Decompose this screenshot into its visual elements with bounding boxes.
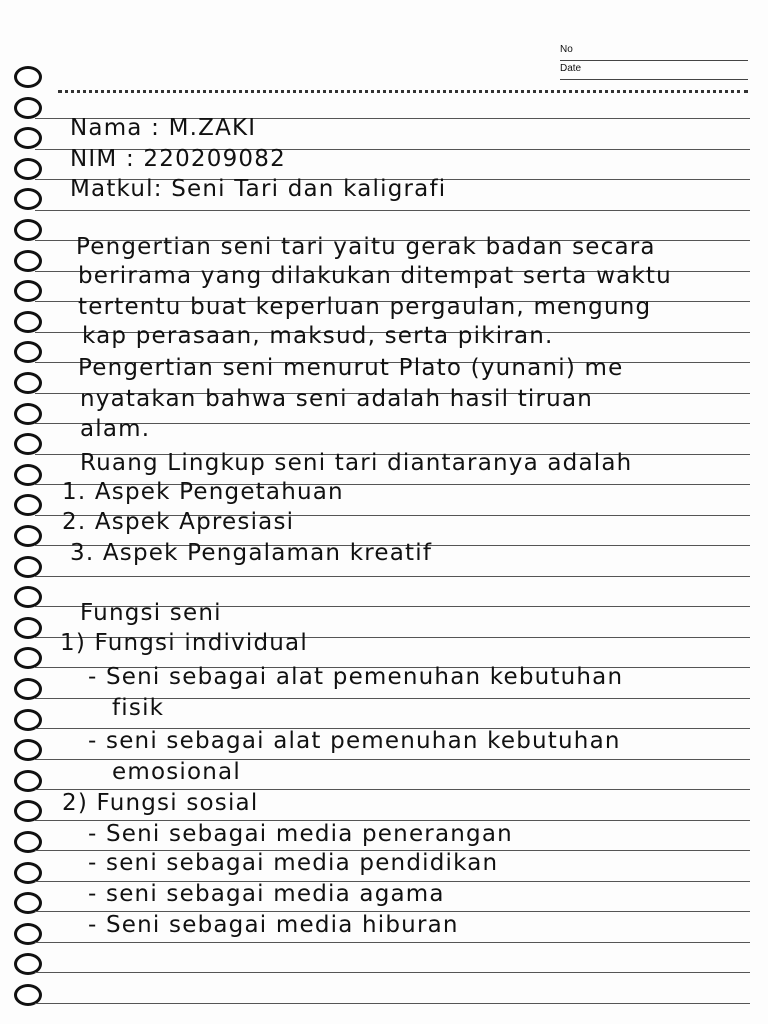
list-item-continuation: fisik xyxy=(112,695,165,721)
binder-ring xyxy=(14,433,42,455)
binder-ring xyxy=(14,617,42,639)
date-line xyxy=(560,79,748,80)
name-line: Nama : M.ZAKI xyxy=(70,115,257,141)
binder-ring xyxy=(14,311,42,333)
text-line: nyatakan bahwa seni adalah hasil tiruan xyxy=(80,386,594,412)
text-line: alam. xyxy=(80,416,151,442)
binder-ring xyxy=(14,97,42,119)
text-line: Ruang Lingkup seni tari diantaranya adalah xyxy=(80,450,633,476)
list-item: 3. Aspek Pengalaman kreatif xyxy=(70,540,433,566)
text-line: Pengertian seni menurut Plato (yunani) me xyxy=(78,355,624,381)
binder-ring xyxy=(14,678,42,700)
list-item: - Seni sebagai media hiburan xyxy=(88,912,459,938)
binder-ring xyxy=(14,586,42,608)
list-item: - seni sebagai media agama xyxy=(88,881,445,907)
binder-ring xyxy=(14,127,42,149)
binder-ring xyxy=(14,525,42,547)
dotted-margin-line xyxy=(58,90,748,93)
text-line: kap perasaan, maksud, serta pikiran. xyxy=(82,323,554,349)
list-item: - Seni sebagai media penerangan xyxy=(88,821,513,847)
list-item: - Seni sebagai alat pemenuhan kebutuhan xyxy=(88,664,624,690)
binder-ring xyxy=(14,66,42,88)
nim-line: NIM : 220209082 xyxy=(70,146,286,172)
date-label: Date xyxy=(560,63,582,74)
binder-ring xyxy=(14,647,42,669)
binder-ring xyxy=(14,403,42,425)
list-item: - seni sebagai media pendidikan xyxy=(88,850,499,876)
ruled-line xyxy=(35,942,750,943)
ruled-line xyxy=(35,972,750,973)
ruled-line xyxy=(35,576,750,577)
text-line: Pengertian seni tari yaitu gerak badan secara xyxy=(76,234,656,260)
binder-ring xyxy=(14,219,42,241)
section-heading: Fungsi seni xyxy=(80,600,222,626)
binder-ring xyxy=(14,372,42,394)
list-item: 2. Aspek Apresiasi xyxy=(62,509,295,535)
binder-ring xyxy=(14,739,42,761)
list-item: 1. Aspek Pengetahuan xyxy=(62,479,344,505)
ruled-line xyxy=(35,210,750,211)
binder-ring xyxy=(14,341,42,363)
text-line: tertentu buat keperluan pergaulan, mengung xyxy=(78,294,652,320)
binder-ring xyxy=(14,464,42,486)
subheading: 1) Fungsi individual xyxy=(60,630,308,656)
binder-ring xyxy=(14,158,42,180)
binder-ring xyxy=(14,556,42,578)
binder-ring xyxy=(14,250,42,272)
binder-ring xyxy=(14,800,42,822)
subheading: 2) Fungsi sosial xyxy=(62,790,259,816)
list-item: - seni sebagai alat pemenuhan kebutuhan xyxy=(88,728,621,754)
no-label: No xyxy=(560,44,573,55)
binder-ring xyxy=(14,188,42,210)
text-line: berirama yang dilakukan ditempat serta waktu xyxy=(78,263,672,289)
no-line xyxy=(560,60,748,61)
binder-ring xyxy=(14,494,42,516)
list-item-continuation: emosional xyxy=(112,759,241,785)
ruled-line xyxy=(35,1003,750,1004)
binder-ring xyxy=(14,280,42,302)
matkul-line: Matkul: Seni Tari dan kaligrafi xyxy=(70,176,447,202)
